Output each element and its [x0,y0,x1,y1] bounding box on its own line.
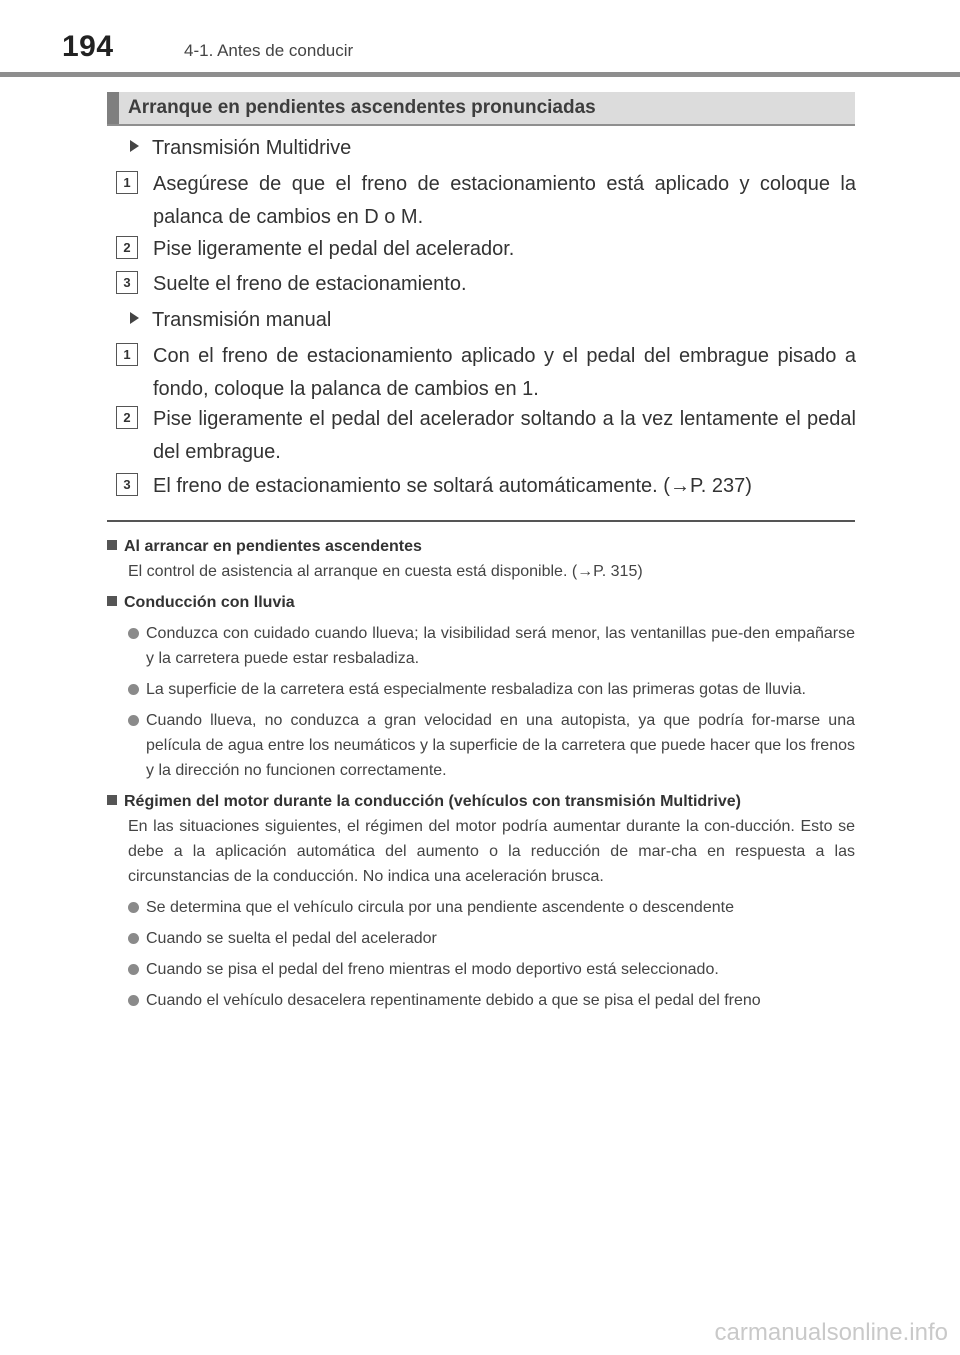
circle-bullet-icon [128,902,139,913]
note-bullet-text: Cuando se suelta el pedal del acelerador [146,930,437,947]
triangle-arrow-icon [130,312,139,324]
step-number-badge: 2 [116,236,138,259]
step-text: Suelte el freno de estacionamiento. [153,273,467,295]
note-paragraph: El control de asistencia al arranque en cuesta está disponible. (→P. 315) [128,563,643,580]
page-number: 194 [62,30,114,63]
step-number-badge: 2 [116,406,138,429]
step-item [116,233,856,266]
square-bullet-icon [107,795,117,805]
step-item [116,268,856,301]
step-number-badge: 1 [116,343,138,366]
subheading-multidrive [130,137,351,160]
step-text: Pise ligeramente el pedal del acelerador. [153,238,515,260]
circle-bullet-icon [128,684,139,695]
step-text: El freno de estacionamiento se soltará automáticamente. (→P. 237) [153,475,752,497]
circle-bullet-icon [128,995,139,1006]
note-bullet-text: La superficie de la carretera está especialmente resbaladiza con las primeras gotas de lluvia. [146,681,806,698]
note-bullet [128,926,855,951]
circle-bullet-icon [128,964,139,975]
note-heading-text: Al arrancar en pendientes ascendentes [124,538,422,555]
note-bullet [128,677,855,702]
square-bullet-icon [107,540,117,550]
note-heading [107,590,855,615]
note-paragraph: En las situaciones siguientes, el régimen del motor podría aumentar durante la con-ducción. Esto se debe a la aplicación automática del aumento o la reducción de mar-cha en respuesta a las circunstancias de la conducción. No indica una aceleración brusca. [128,818,855,885]
step-number-badge: 3 [116,473,138,496]
note-bullet [128,957,855,982]
subheading-label: Transmisión Multidrive [152,137,352,159]
note-bullet-text: Cuando llueva, no conduzca a gran velocidad en una autopista, ya que podría for-marse una película de agua entre los neumáticos y la superficie de la carretera que puede hacer que los frenos y la dirección no funcionen correctamente. [146,712,855,779]
step-text: Asegúrese de que el freno de estacionamiento está aplicado y coloque la palanca de cambios en D o M. [153,173,856,228]
note-heading [107,534,855,559]
step-item [116,168,856,234]
page-header [0,0,960,78]
section-title: Arranque en pendientes ascendentes pronunciadas [128,97,596,118]
step-item [116,340,856,406]
note-heading-text: Conducción con lluvia [124,594,295,611]
note-bullet [128,621,855,671]
circle-bullet-icon [128,628,139,639]
section-title-bar [107,92,855,126]
note-bullet-text: Conduzca con cuidado cuando llueva; la visibilidad será menor, las ventanillas pue-den empañarse y la carretera puede estar resbaladiza. [146,625,855,667]
note-bullet-text: Cuando el vehículo desacelera repentinamente debido a que se pisa el pedal del freno [146,992,761,1009]
note-bullet [128,988,855,1013]
step-item [116,470,856,503]
step-item [116,403,856,469]
chapter-title: 4-1. Antes de conducir [184,41,354,60]
section-bar-tab [107,92,119,124]
header-rule [0,72,960,77]
circle-bullet-icon [128,715,139,726]
subheading-manual [130,309,331,332]
watermark: carmanualsonline.info [714,1319,948,1346]
step-number-badge: 1 [116,171,138,194]
note-bullet [128,708,855,783]
note-bullet [128,895,855,920]
section-divider [107,520,855,522]
subheading-label: Transmisión manual [152,309,332,331]
step-text: Con el freno de estacionamiento aplicado y el pedal del embrague pisado a fondo, coloque la palanca de cambios en 1. [153,345,856,400]
triangle-arrow-icon [130,140,139,152]
circle-bullet-icon [128,933,139,944]
notes-section [107,534,855,1013]
note-heading-text: Régimen del motor durante la conducción (vehículos con transmisión Multidrive) [124,793,741,810]
square-bullet-icon [107,596,117,606]
note-heading [107,789,855,814]
note-bullet-text: Cuando se pisa el pedal del freno mientras el modo deportivo está seleccionado. [146,961,719,978]
note-bullet-text: Se determina que el vehículo circula por una pendiente ascendente o descendente [146,899,734,916]
step-text: Pise ligeramente el pedal del acelerador soltando a la vez lentamente el pedal del embrague. [153,408,856,463]
step-number-badge: 3 [116,271,138,294]
